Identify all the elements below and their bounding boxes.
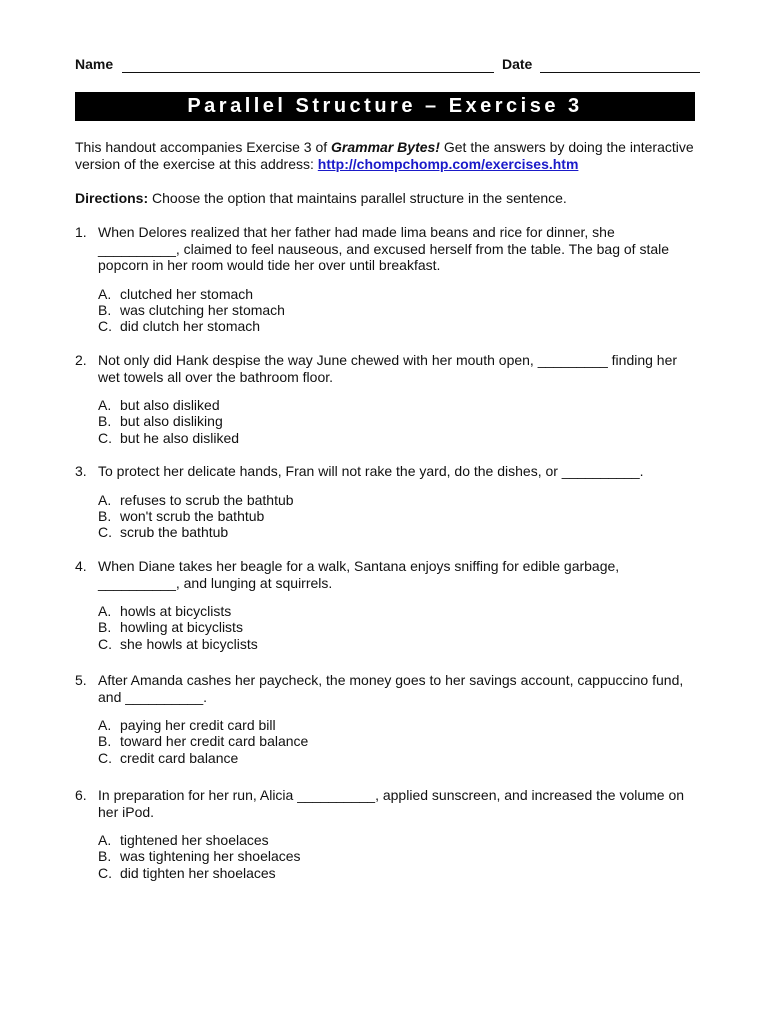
option-letter: C. [98, 429, 112, 446]
option-b[interactable] [98, 413, 695, 429]
option-b[interactable] [98, 848, 695, 864]
question-number: 1. [75, 224, 87, 240]
option-c[interactable] [98, 430, 695, 446]
option-letter: C. [98, 864, 112, 881]
name-line [122, 72, 494, 73]
option-text: howling at bicyclists [120, 619, 243, 636]
option-letter: B. [98, 848, 112, 865]
option-text: scrub the bathtub [120, 524, 229, 541]
option-text: was tightening her shoelaces [120, 848, 301, 865]
option-a[interactable] [98, 397, 695, 413]
option-text: clutched her stomach [120, 285, 254, 302]
question-2 [75, 352, 695, 446]
answer-options [98, 832, 695, 881]
option-letter: C. [98, 635, 112, 652]
option-a[interactable] [98, 603, 695, 619]
exercise-link[interactable]: http://chompchomp.com/exercises.htm [317, 155, 579, 172]
option-c[interactable] [98, 750, 695, 766]
option-text: toward her credit card balance [120, 733, 309, 750]
question-stem: When Delores realized that her father had made lima beans and rice for dinner, she __________, claimed to feel nauseous, and excused herself from the table. The bag of stale popcorn in her room would tide her over until breakfast. [98, 224, 670, 273]
directions-label: Directions: [75, 190, 149, 206]
option-c[interactable] [98, 865, 695, 881]
option-letter: C. [98, 524, 112, 541]
option-letter: A. [98, 397, 112, 413]
option-text: did clutch her stomach [120, 318, 261, 335]
answer-options [98, 603, 695, 652]
question-number: 6. [75, 787, 87, 803]
option-text: howls at bicyclists [120, 603, 232, 619]
option-b[interactable] [98, 619, 695, 635]
option-a[interactable] [98, 492, 695, 508]
name-label: Name [75, 56, 114, 72]
option-a[interactable] [98, 832, 695, 848]
intro-text-1: This handout accompanies Exercise 3 of [75, 139, 332, 155]
date-line [540, 72, 700, 73]
book-title: Grammar Bytes! [331, 139, 440, 155]
question-number: 2. [75, 352, 87, 368]
directions-text: Choose the option that maintains parallel structure in the sentence. [148, 190, 567, 206]
option-letter: B. [98, 619, 112, 636]
option-text: but also disliking [120, 413, 223, 430]
option-text: but also disliked [120, 397, 220, 413]
question-1 [75, 224, 695, 334]
option-letter: A. [98, 832, 112, 848]
question-number: 3. [75, 463, 87, 479]
question-6 [75, 787, 695, 881]
question-number: 4. [75, 558, 87, 574]
option-text: paying her credit card bill [120, 717, 276, 733]
option-a[interactable] [98, 717, 695, 733]
name-date-bar [75, 56, 701, 74]
answer-options [98, 717, 695, 766]
option-c[interactable] [98, 524, 695, 540]
option-letter: A. [98, 717, 112, 733]
answer-options [98, 286, 695, 335]
question-stem: To protect her delicate hands, Fran will not rake the yard, do the dishes, or __________. [98, 463, 644, 479]
question-4 [75, 558, 695, 652]
option-text: refuses to scrub the bathtub [120, 491, 294, 508]
option-text: tightened her shoelaces [120, 832, 269, 848]
option-b[interactable] [98, 302, 695, 318]
intro-paragraph [75, 139, 695, 172]
option-text: she howls at bicyclists [120, 635, 258, 652]
option-letter: C. [98, 749, 112, 766]
option-text: credit card balance [120, 749, 239, 766]
option-letter: A. [98, 285, 112, 302]
intro-text-2: Get the answers by doing the interactive version of the exercise at this address: [75, 139, 694, 172]
question-3 [75, 463, 695, 540]
option-text: was clutching her stomach [120, 301, 285, 318]
option-text: did tighten her shoelaces [120, 864, 276, 881]
answer-options [98, 492, 695, 541]
option-letter: B. [98, 733, 112, 750]
date-label: Date [502, 56, 533, 72]
option-b[interactable] [98, 733, 695, 749]
option-text: but he also disliked [120, 429, 240, 446]
option-a[interactable] [98, 286, 695, 302]
question-number: 5. [75, 672, 87, 688]
option-letter: B. [98, 507, 112, 524]
option-letter: C. [98, 318, 112, 335]
question-5 [75, 672, 695, 766]
option-c[interactable] [98, 636, 695, 652]
question-stem: Not only did Hank despise the way June chewed with her mouth open, _________ finding her wet towels all over the bathroom floor. [98, 352, 678, 385]
answer-options [98, 397, 695, 446]
directions [75, 190, 695, 207]
option-letter: B. [98, 413, 112, 430]
page-title: Parallel Structure – Exercise 3 [75, 92, 695, 121]
option-text: won't scrub the bathtub [120, 507, 265, 524]
question-stem: After Amanda cashes her paycheck, the money goes to her savings account, cappuccino fund, and __________. [98, 672, 684, 705]
option-letter: A. [98, 491, 112, 508]
option-letter: A. [98, 603, 112, 619]
option-b[interactable] [98, 508, 695, 524]
question-stem: When Diane takes her beagle for a walk, Santana enjoys sniffing for edible garbage, __________, and lunging at squirrels. [98, 558, 620, 591]
option-c[interactable] [98, 318, 695, 334]
question-stem: In preparation for her run, Alicia __________, applied sunscreen, and increased the volume on her iPod. [98, 787, 685, 820]
option-letter: B. [98, 301, 112, 318]
